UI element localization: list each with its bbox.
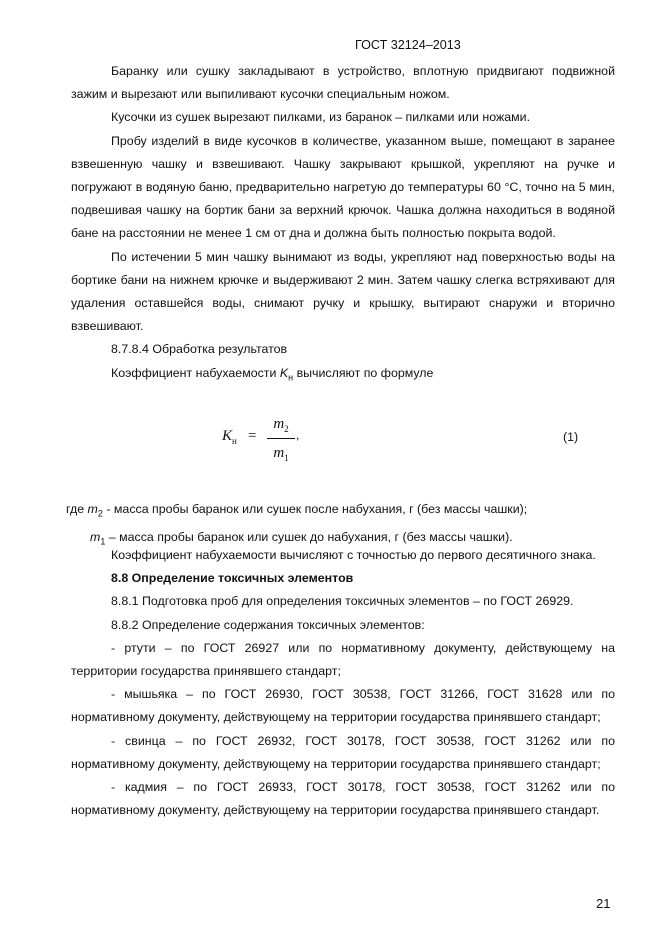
paragraph: Баранку или сушку закладывают в устройство, вплотную придвигают подвижной зажим и вырезают или выпиливают кусочки специальным ножом. (71, 64, 615, 102)
formula-lhs: $K_н$ (222, 428, 237, 446)
page-number: 21 (596, 896, 611, 911)
paragraph: По истечении 5 мин чашку вынимают из воды, укрепляют над поверхностью воды на бортике бани на нижнем крючке и выдерживают 2 мин. Затем чашку слегка встряхивают для удаления оставшейся воды, снимают ручку и крышку, вытирают снаружи и вторично взвешивают. (71, 249, 615, 334)
paragraph: Пробу изделий в виде кусочков в количестве, указанном выше, помещают в заранее взвешенную чашку и взвешивают. Чашку закрывают крышкой, укрепляют на ручке и погружают в водяную баню, предварительно нагретую до температуры 60 °С, точно на 5 мин, подвешивая чашку на бортик бани за верхний крючок. Чашка должна находиться в водяной бане на расстоянии не менее 1 см от дна и должна быть полностью покрыта водой. (71, 133, 615, 241)
list-item: - мышьяка – по ГОСТ 26930, ГОСТ 30538, ГОСТ 31266, ГОСТ 31628 или по нормативному документу, действующему на территории государства принявшего стандарт; (71, 687, 615, 725)
formula-number: (1) (563, 430, 579, 444)
paragraph: 8.8.2 Определение содержания токсичных элементов: (111, 617, 425, 632)
paragraph: Кусочки из сушек вырезают пилками, из баранок – пилками или ножами. (111, 110, 531, 125)
formula-fraction (267, 412, 295, 465)
list-item: - ртути – по ГОСТ 26927 или по нормативному документу, действующему на территории государства принявшего стандарт; (71, 640, 615, 679)
variable-m2: где $m_2$ - масса пробы баранок или сушек после набухания, г (без массы чашки); (66, 502, 528, 519)
variable-m1: $m_1$ – масса пробы баранок или сушек до набухания, г (без массы чашки). (90, 529, 513, 547)
accuracy-paragraph: Коэффициент набухаемости вычисляют с точностью до первого десятичного знака. (111, 548, 596, 562)
section-heading: 8.8 Определение токсичных элементов (111, 571, 354, 586)
formula-equals: = (248, 428, 257, 444)
list-item: - свинца – по ГОСТ 26932, ГОСТ 30178, ГОСТ 30538, ГОСТ 31262 или по нормативному документу, действующему на территории государства принявшего стандарт; (71, 733, 615, 771)
formula-intro: Коэффициент набухаемости $K_н$ вычисляют по формуле (111, 365, 434, 383)
fraction-bar (267, 438, 295, 439)
list-item: - кадмия – по ГОСТ 26933, ГОСТ 30178, ГОСТ 30538, ГОСТ 31262 или по нормативному документу, действующему на территории государства принявшего стандарт. (71, 780, 615, 818)
swelling-formula: $K_н$ = $m_2$ $m_1$ , (222, 412, 342, 472)
toxic-elements-section (71, 544, 615, 822)
formula-denominator: $m_1$ (273, 445, 289, 463)
formula-numerator: $m_2$ (273, 416, 289, 434)
paragraph: 8.8.1 Подготовка проб для определения токсичных элементов – по ГОСТ 26929. (111, 594, 574, 609)
procedure-text (71, 60, 615, 389)
standard-header: ГОСТ 32124–2013 (355, 38, 461, 52)
section-heading: 8.7.8.4 Обработка результатов (111, 342, 288, 357)
